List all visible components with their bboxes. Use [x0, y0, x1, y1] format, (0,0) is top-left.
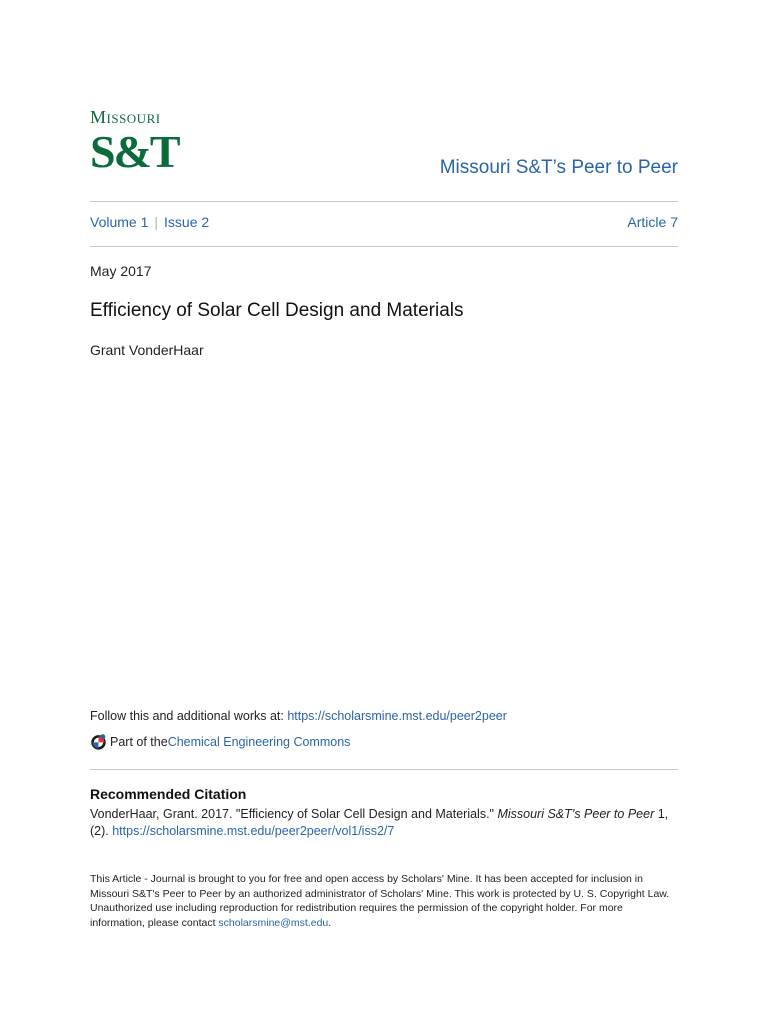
volume-link[interactable]: Volume 1 — [90, 214, 149, 230]
commons-link[interactable]: Chemical Engineering Commons — [167, 734, 351, 749]
contact-email-link[interactable]: scholarsmine@mst.edu — [218, 916, 329, 929]
access-notice — [90, 872, 680, 930]
recommended-citation-heading: Recommended Citation — [90, 786, 247, 802]
header-divider-top — [90, 201, 678, 202]
author-name: Grant VonderHaar — [90, 342, 204, 358]
notice-text: This Article - Journal is brought to you for free and open access by Scholars' Mine. It has been accepted for inclusion in Missouri S&T's Peer to Peer by an authorized administrator of Scholars' Mine. This work is protected by U. S. Copyright Law. Unauthorized use including reproduction for redistribution requires the permission of the copyright holder. For more information, please contact — [90, 873, 670, 929]
journal-title-link[interactable]: Missouri S&T’s Peer to Peer — [439, 157, 678, 178]
citation-journal: Missouri S&T’s Peer to Peer — [497, 807, 655, 821]
part-of-prefix: Part of the — [110, 734, 168, 749]
publication-date: May 2017 — [90, 263, 152, 279]
logo-missouri-text: Missouri — [90, 107, 161, 127]
follow-line — [90, 709, 507, 723]
nav-separator: | — [154, 214, 159, 230]
issue-link[interactable]: Issue 2 — [164, 214, 210, 230]
citation-divider — [90, 769, 678, 770]
follow-prefix: Follow this and additional works at: — [90, 709, 288, 723]
citation-volume-issue: 1, (2). — [90, 807, 669, 838]
citation-text — [90, 806, 680, 840]
creative-commons-network-icon — [90, 733, 107, 750]
part-of-line — [90, 733, 350, 750]
logo-st-text: S&T — [90, 126, 179, 177]
header-divider-bottom — [90, 246, 678, 247]
volume-issue-nav — [90, 214, 209, 230]
missouri-st-logo — [90, 108, 180, 182]
article-title: Efficiency of Solar Cell Design and Materials — [90, 300, 464, 321]
article-link[interactable]: Article 7 — [627, 214, 678, 230]
notice-end: . — [328, 916, 332, 929]
citation-url-link[interactable]: https://scholarsmine.mst.edu/peer2peer/vol1/iss2/7 — [112, 824, 395, 838]
follow-url-link[interactable]: https://scholarsmine.mst.edu/peer2peer — [287, 709, 507, 723]
citation-body: VonderHaar, Grant. 2017. "Efficiency of Solar Cell Design and Materials." — [90, 807, 498, 821]
